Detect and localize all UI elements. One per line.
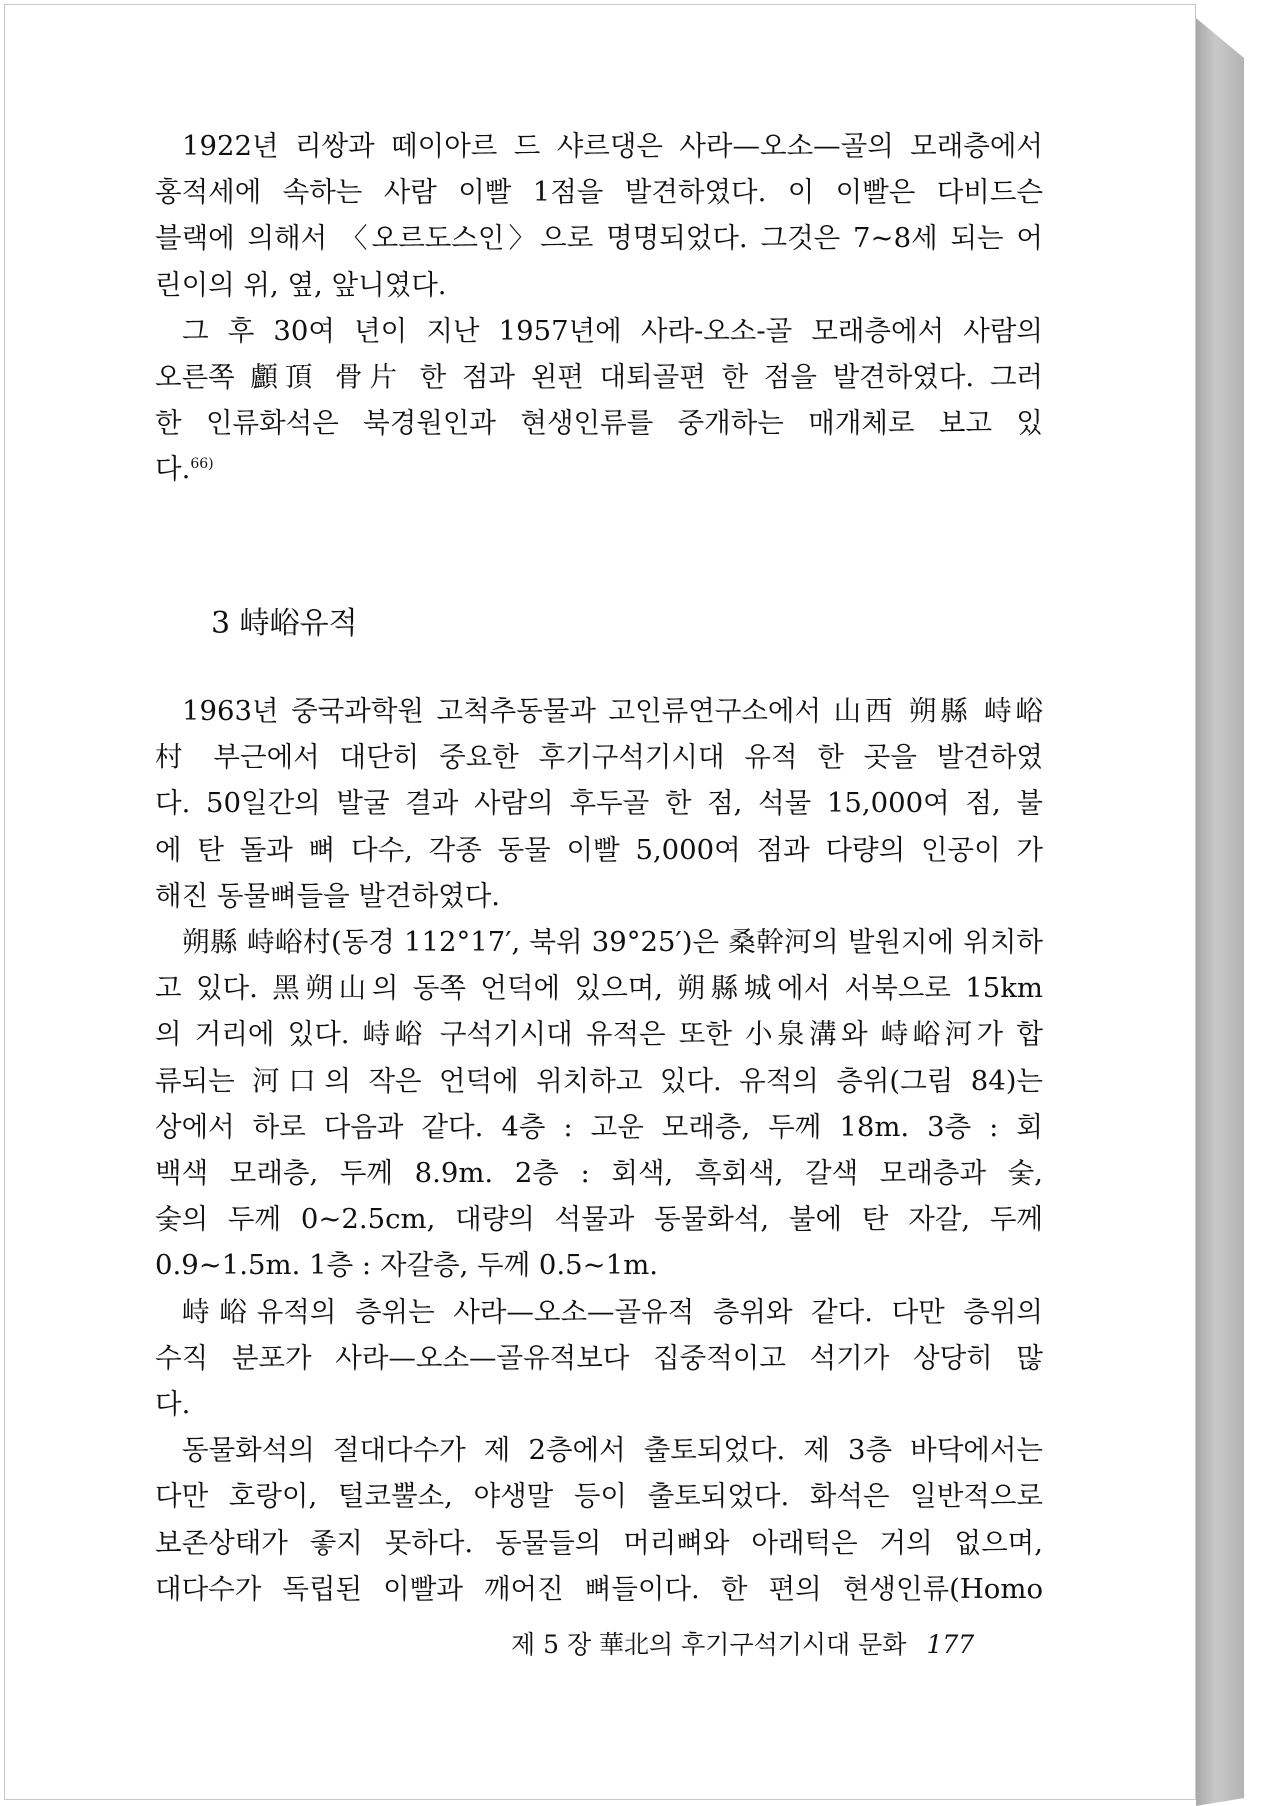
text-line: 그 후 30여 년이 지난 1957년에 사라-오소-골 모래층에서 사람의	[182, 314, 1043, 347]
paragraph-2	[155, 308, 1043, 493]
page-number: 177	[926, 1630, 975, 1659]
text-line: 블랙에 의해서 〈오르도스인〉으로 명명되었다. 그것은 7~8세 되는 어	[155, 222, 1043, 255]
text-line: 류되는 河口의 작은 언덕에 위치하고 있다. 유적의 층위(그림 84)는	[155, 1064, 1043, 1097]
text-line: 린이의 위, 옆, 앞니였다.	[155, 268, 447, 301]
footnote-ref: 66)	[190, 456, 214, 473]
text-line: 보존상태가 좋지 못하다. 동물들의 머리뼈와 아래턱은 거의 없으며,	[155, 1526, 1043, 1559]
text-line: 백색 모래층, 두께 8.9m. 2층 : 회색, 흑회색, 갈색 모래층과 숯,	[155, 1157, 1043, 1190]
text-line: 다.	[155, 1388, 191, 1421]
text-line: 에 탄 돌과 뼈 다수, 각종 동물 이빨 5,000여 점과 다량의 인공이 가	[155, 833, 1043, 866]
text-line: 1922년 리쌍과 떼이아르 드 샤르댕은 사라—오소—골의 모래층에서	[182, 130, 1043, 162]
paragraph-4	[155, 919, 1043, 1289]
text-line-with-footnote	[155, 446, 1043, 492]
text-block-top	[155, 123, 1043, 493]
text-line: 峙峪유적의 층위는 사라—오소—골유적 층위와 같다. 다만 층위의	[182, 1295, 1043, 1328]
running-footer	[511, 1625, 1017, 1661]
section-heading: 3 峙峪유적	[211, 606, 358, 641]
text-line: 다만 호랑이, 털코뿔소, 야생말 등이 출토되었다. 화석은 일반적으로	[155, 1480, 1043, 1513]
paragraph-3	[155, 688, 1043, 919]
paragraph-5	[155, 1289, 1043, 1428]
text-block-bottom	[155, 688, 1043, 1612]
text-line: 상에서 하로 다음과 같다. 4층 : 고운 모래층, 두께 18m. 3층 : 회	[155, 1110, 1043, 1143]
text-line: 다. 50일간의 발굴 결과 사람의 후두골 한 점, 석물 15,000여 점, 불	[155, 787, 1043, 820]
paragraph-1	[155, 123, 1043, 308]
text-line: 고 있다. 黑朔山의 동쪽 언덕에 있으며, 朔縣城에서 서북으로 15km	[155, 972, 1043, 1005]
paragraph-6	[155, 1427, 1043, 1612]
text-line: 대다수가 독립된 이빨과 깨어진 뼈들이다. 한 편의 현생인류(Homo	[155, 1572, 1043, 1605]
text-line: 村 부근에서 대단히 중요한 후기구석기시대 유적 한 곳을 발견하였	[155, 741, 1043, 774]
text-line: 1963년 중국과학원 고척추동물과 고인류연구소에서 山西 朔縣 峙峪	[182, 695, 1043, 727]
text-line: 의 거리에 있다. 峙峪 구석기시대 유적은 또한 小泉溝와 峙峪河가 합	[155, 1018, 1043, 1051]
book-edge	[1196, 18, 1244, 1806]
book-page	[4, 4, 1196, 1800]
text-line: 홍적세에 속하는 사람 이빨 1점을 발견하였다. 이 이빨은 다비드슨	[155, 176, 1043, 209]
text-line: 해진 동물뼈들을 발견하였다.	[155, 879, 501, 912]
text-line: 다.	[155, 453, 191, 486]
text-line: 0.9~1.5m. 1층 : 자갈층, 두께 0.5~1m.	[155, 1249, 659, 1282]
text-line: 숯의 두께 0~2.5cm, 대량의 석물과 동물화석, 불에 탄 자갈, 두께	[155, 1203, 1043, 1236]
text-line: 수직 분포가 사라—오소—골유적보다 집중적이고 석기가 상당히 많	[155, 1341, 1043, 1374]
text-line: 한 인류화석은 북경원인과 현생인류를 중개하는 매개체로 보고 있	[155, 407, 1043, 440]
chapter-title: 제 5 장 華北의 후기구석기시대 문화	[511, 1630, 907, 1659]
text-line: 동물화석의 절대다수가 제 2층에서 출토되었다. 제 3층 바닥에서는	[182, 1434, 1043, 1467]
text-line: 朔縣 峙峪村(동경 112°17′, 북위 39°25′)은 桑幹河의 발원지에 위치하	[182, 926, 1043, 959]
text-line: 오른쪽 顱頂 骨片 한 점과 왼편 대퇴골편 한 점을 발견하였다. 그러	[155, 361, 1043, 394]
